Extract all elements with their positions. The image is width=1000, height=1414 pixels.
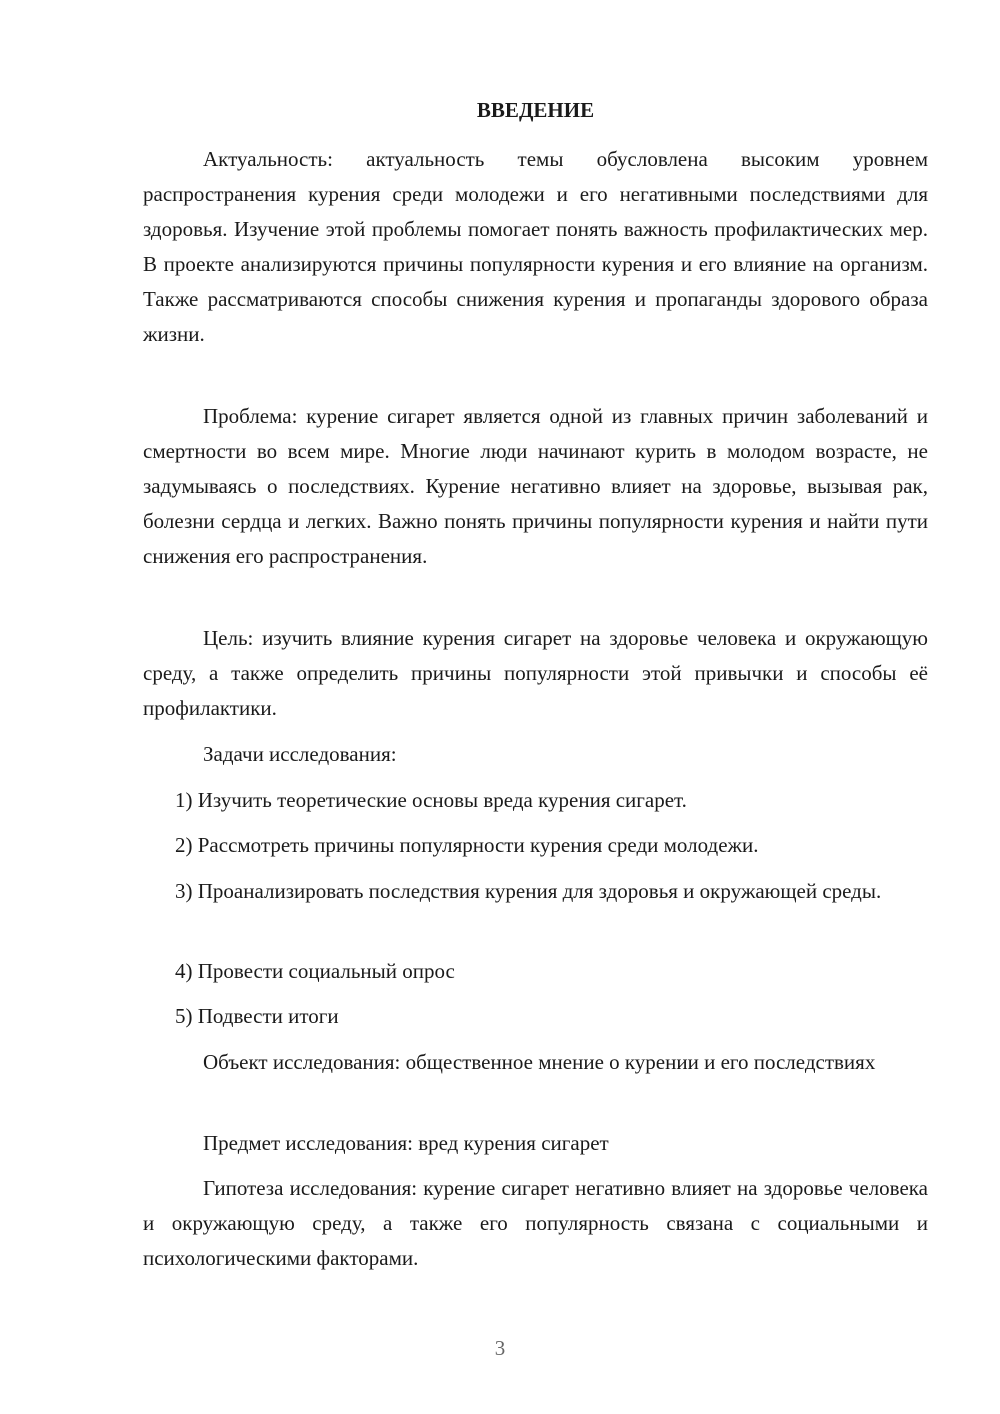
task-item: 3) Проанализировать последствия курения для здоровья и окружающей среды. [175,879,882,903]
subject-paragraph: Предмет исследования: вред курения сигарет [203,1131,609,1155]
task-item: 2) Рассмотреть причины популярности курения среди молодежи. [175,833,759,857]
page-number: 3 [494,1336,506,1360]
tasks-heading: Задачи исследования: [203,742,397,766]
object-paragraph: Объект исследования: общественное мнение о курении и его последствиях [203,1050,876,1074]
task-item: 5) Подвести итоги [175,1004,339,1028]
task-item: 4) Провести социальный опрос [175,959,455,983]
relevance-paragraph: Актуальность: актуальность темы обусловлена высоким уровнем распространения курения среди молодежи и его негативными последствиями для здоровья. Изучение этой проблемы помогает понять важность профилактических мер. В проекте анализируются причины популярности курения и его влияние на организм. Также рассматриваются способы снижения курения и пропаганды здорового образа жизни. [143,147,928,346]
page-title: ВВЕДЕНИЕ [476,98,595,122]
problem-paragraph: Проблема: курение сигарет является одной из главных причин заболеваний и смертности во всем мире. Многие люди начинают курить в молодом возрасте, не задумываясь о последствиях. Курение негативно влияет на здоровье, вызывая рак, болезни сердца и легких. Важно понять причины популярности курения и найти пути снижения его распространения. [143,404,928,568]
hypothesis-paragraph: Гипотеза исследования: курение сигарет негативно влияет на здоровье человека и окружающую среду, а также его популярность связана с социальными и психологическими факторами. [143,1176,928,1270]
task-item: 1) Изучить теоретические основы вреда курения сигарет. [175,788,687,812]
goal-paragraph: Цель: изучить влияние курения сигарет на здоровье человека и окружающую среду, а также определить причины популярности этой привычки и способы её профилактики. [143,626,928,720]
